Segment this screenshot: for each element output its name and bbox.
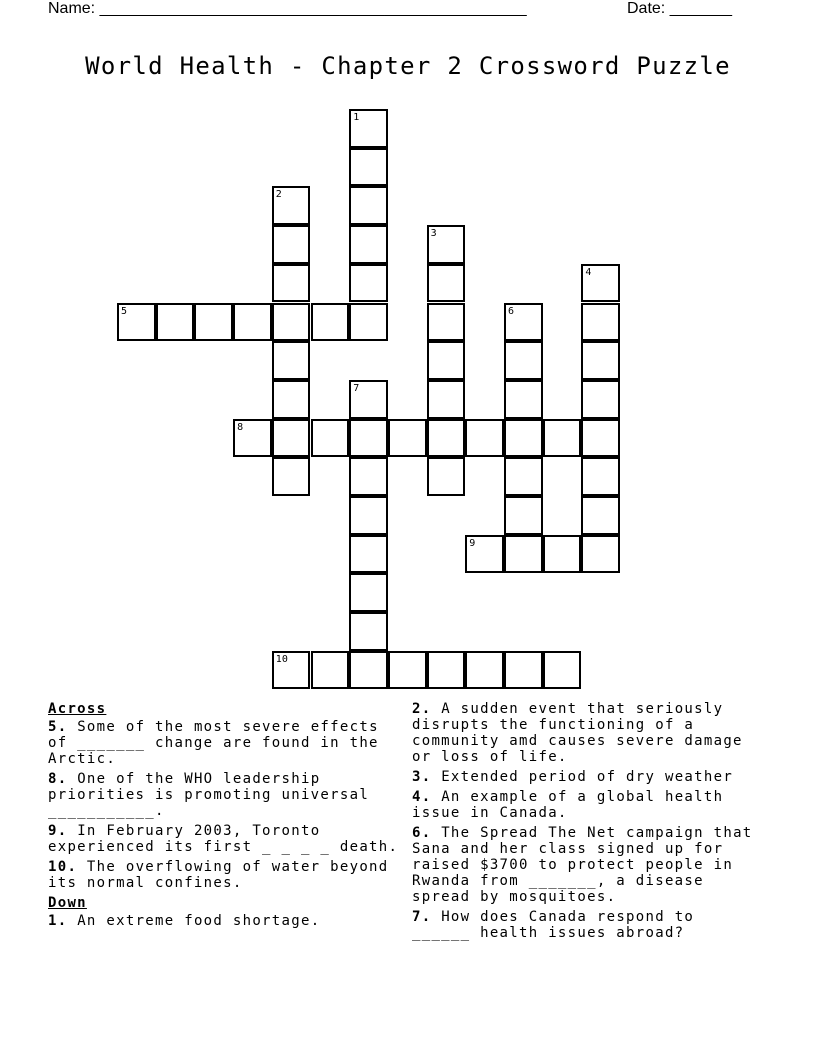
grid-cell[interactable] bbox=[504, 651, 543, 690]
clue-number: 5 bbox=[121, 305, 128, 317]
grid-cell[interactable] bbox=[504, 303, 543, 342]
grid-cell[interactable] bbox=[504, 535, 543, 574]
grid-cell[interactable] bbox=[581, 496, 620, 535]
grid-cell[interactable] bbox=[311, 651, 350, 690]
clue-number: 2. bbox=[412, 701, 432, 717]
clue-number: 1. bbox=[48, 913, 68, 929]
grid-cell[interactable] bbox=[194, 303, 233, 342]
grid-cell[interactable] bbox=[388, 419, 427, 458]
grid-cell[interactable] bbox=[427, 419, 466, 458]
clue-item bbox=[412, 769, 758, 785]
grid-cell[interactable] bbox=[543, 419, 582, 458]
grid-cell[interactable] bbox=[349, 225, 388, 264]
grid-cell[interactable] bbox=[349, 186, 388, 225]
name-field[interactable]: Name: ________________________________________________ bbox=[48, 0, 527, 17]
grid-cell[interactable] bbox=[427, 264, 466, 303]
grid-cell[interactable] bbox=[543, 535, 582, 574]
grid-cell[interactable] bbox=[427, 457, 466, 496]
clue-number: 2 bbox=[275, 189, 282, 201]
clue-number: 10 bbox=[275, 653, 288, 665]
grid-cell[interactable] bbox=[504, 380, 543, 419]
grid-cell[interactable] bbox=[504, 341, 543, 380]
clue-text: An extreme food shortage. bbox=[77, 913, 321, 929]
grid-cell[interactable] bbox=[427, 303, 466, 342]
clue-number: 4. bbox=[412, 789, 432, 805]
grid-cell[interactable] bbox=[581, 380, 620, 419]
grid-cell[interactable] bbox=[504, 496, 543, 535]
grid-cell[interactable] bbox=[272, 264, 311, 303]
clue-item bbox=[48, 913, 404, 929]
clue-text: How does Canada respond to ______ health issues abroad? bbox=[412, 909, 695, 941]
page-title: World Health - Chapter 2 Crossword Puzzle bbox=[85, 52, 731, 80]
grid-cell[interactable] bbox=[156, 303, 195, 342]
clue-text: An example of a global health issue in Canada. bbox=[412, 789, 724, 821]
grid-cell[interactable] bbox=[465, 651, 504, 690]
grid-cell[interactable] bbox=[543, 651, 582, 690]
clue-number: 4 bbox=[585, 266, 592, 278]
grid-cell[interactable] bbox=[349, 419, 388, 458]
grid-cell[interactable] bbox=[349, 109, 388, 148]
clue-text: One of the WHO leadership priorities is promoting universal ___________. bbox=[48, 771, 370, 819]
grid-cell[interactable] bbox=[349, 148, 388, 187]
clue-text: A sudden event that seriously disrupts the functioning of a community amd causes severe damage or loss of life. bbox=[412, 701, 743, 765]
grid-cell[interactable] bbox=[504, 419, 543, 458]
clue-item bbox=[412, 789, 758, 821]
grid-cell[interactable] bbox=[311, 419, 350, 458]
clue-number: 3. bbox=[412, 769, 432, 785]
clue-number: 6. bbox=[412, 825, 432, 841]
clue-number: 7 bbox=[353, 382, 360, 394]
clue-number: 10. bbox=[48, 859, 78, 875]
grid-cell[interactable] bbox=[581, 264, 620, 303]
across-heading: Across bbox=[48, 701, 107, 717]
grid-cell[interactable] bbox=[388, 651, 427, 690]
grid-cell[interactable] bbox=[272, 225, 311, 264]
clue-number: 1 bbox=[353, 112, 360, 123]
grid-cell[interactable] bbox=[504, 457, 543, 496]
clue-item bbox=[412, 701, 758, 765]
clue-number: 5. bbox=[48, 719, 68, 735]
grid-cell[interactable] bbox=[272, 303, 311, 342]
grid-cell[interactable] bbox=[233, 419, 272, 458]
clue-item bbox=[412, 825, 758, 905]
grid-cell[interactable] bbox=[233, 303, 272, 342]
grid-cell[interactable] bbox=[581, 341, 620, 380]
clue-number: 9. bbox=[48, 823, 68, 839]
grid-cell[interactable] bbox=[349, 612, 388, 651]
clue-number: 9 bbox=[469, 537, 476, 549]
grid-cell[interactable] bbox=[272, 419, 311, 458]
clue-item bbox=[48, 823, 404, 855]
down-heading: Down bbox=[48, 895, 87, 911]
grid-cell[interactable] bbox=[272, 457, 311, 496]
clue-number: 8. bbox=[48, 771, 68, 787]
grid-cell[interactable] bbox=[581, 419, 620, 458]
clue-text: Some of the most severe effects of _______ change are found in the Arctic. bbox=[48, 719, 379, 767]
clue-item bbox=[48, 771, 404, 819]
grid-cell[interactable] bbox=[349, 535, 388, 574]
clue-text: The Spread The Net campaign that Sana and her class signed up for raised $3700 to protect people in Rwanda from _______, a disease spread by mosquitoes. bbox=[412, 825, 753, 905]
clue-number: 8 bbox=[237, 421, 244, 433]
grid-cell[interactable] bbox=[427, 341, 466, 380]
grid-cell[interactable] bbox=[272, 341, 311, 380]
grid-cell[interactable] bbox=[349, 380, 388, 419]
grid-cell[interactable] bbox=[349, 651, 388, 690]
grid-cell[interactable] bbox=[272, 380, 311, 419]
clue-text: Extended period of dry weather bbox=[441, 769, 734, 785]
clue-text: In February 2003, Toronto experienced its first _ _ _ _ death. bbox=[48, 823, 399, 855]
grid-cell[interactable] bbox=[311, 303, 350, 342]
clue-item bbox=[412, 909, 758, 941]
clue-text: The overflowing of water beyond its normal confines. bbox=[48, 859, 389, 891]
clue-item bbox=[48, 719, 404, 767]
grid-cell[interactable] bbox=[581, 457, 620, 496]
grid-cell[interactable] bbox=[349, 303, 388, 342]
grid-cell[interactable] bbox=[349, 573, 388, 612]
clue-item bbox=[48, 859, 404, 891]
clues-right-column bbox=[412, 701, 758, 945]
grid-cell[interactable] bbox=[349, 457, 388, 496]
grid-cell[interactable] bbox=[272, 651, 311, 690]
clue-number: 7. bbox=[412, 909, 432, 925]
grid-cell[interactable] bbox=[349, 264, 388, 303]
grid-cell[interactable] bbox=[272, 186, 311, 225]
clues-left-column bbox=[48, 701, 404, 933]
grid-cell[interactable] bbox=[427, 225, 466, 264]
clue-number: 3 bbox=[430, 228, 437, 240]
clue-number: 6 bbox=[508, 305, 515, 317]
grid-cell[interactable] bbox=[465, 535, 504, 574]
grid-cell[interactable] bbox=[117, 303, 156, 342]
grid-cell[interactable] bbox=[427, 651, 466, 690]
date-field[interactable]: Date: _______ bbox=[627, 0, 732, 17]
grid-cell[interactable] bbox=[581, 535, 620, 574]
grid-cell[interactable] bbox=[465, 419, 504, 458]
grid-cell[interactable] bbox=[349, 496, 388, 535]
grid-cell[interactable] bbox=[427, 380, 466, 419]
grid-cell[interactable] bbox=[581, 303, 620, 342]
